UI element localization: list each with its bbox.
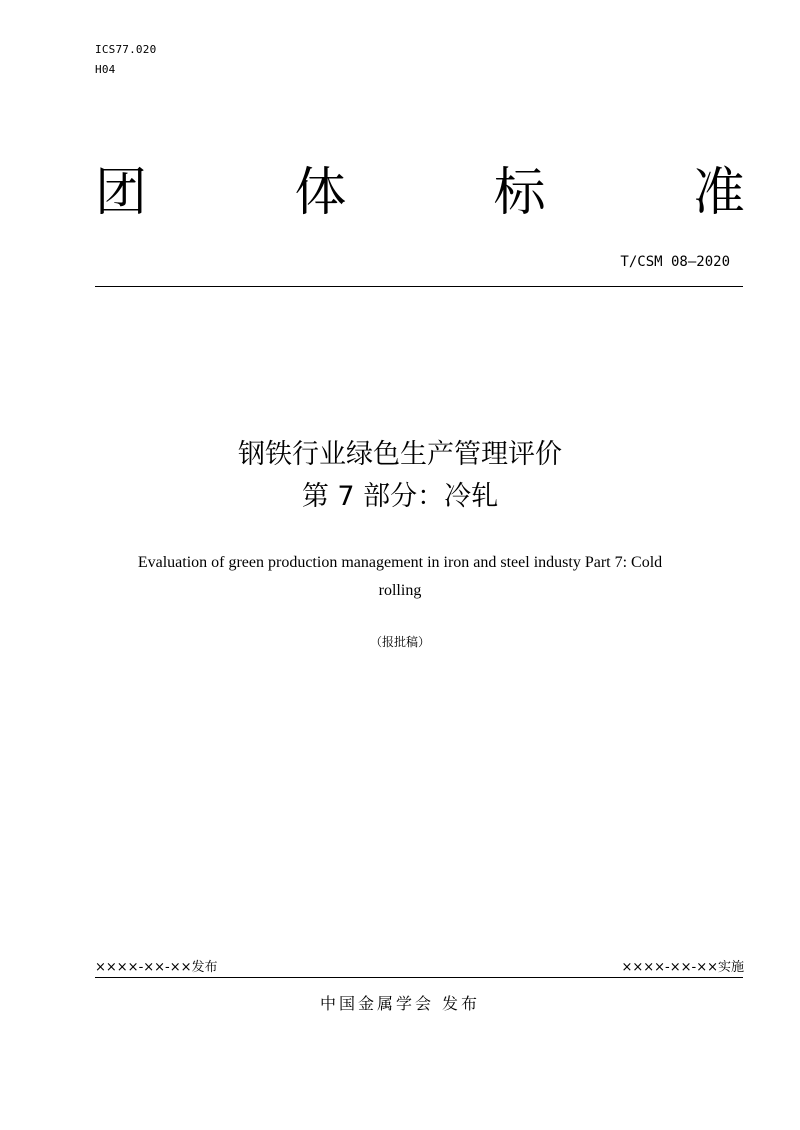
footer-divider xyxy=(95,977,743,978)
standard-type-char-2: 体 xyxy=(294,163,347,223)
publisher: 中国金属学会 发布 xyxy=(319,994,481,1013)
document-title-zh-line2: 第 7 部分：冷轧 xyxy=(301,481,499,512)
standard-number: T/CSM 08—2020 xyxy=(620,254,730,270)
implementation-date: ××××-××-××实施 xyxy=(621,960,744,975)
document-title-zh-line1: 钢铁行业绿色生产管理评价 xyxy=(238,439,562,470)
draft-status-label: （报批稿） xyxy=(369,635,430,649)
standard-type-char-3: 标 xyxy=(493,163,546,223)
ics-code: ICS77.020 xyxy=(95,43,157,56)
standard-type-char-1: 团 xyxy=(95,163,148,223)
standard-type-heading xyxy=(95,162,745,224)
document-title-en-line1: Evaluation of green production management in iron and steel industy Part 7: Cold xyxy=(137,554,663,571)
document-title-en-line2: rolling xyxy=(378,582,422,599)
document-title-en xyxy=(80,549,720,605)
ccs-code: H04 xyxy=(95,63,116,76)
header-divider xyxy=(95,286,743,287)
standard-type-char-4: 准 xyxy=(692,163,745,223)
publish-date: ××××-××-××发布 xyxy=(95,960,218,975)
